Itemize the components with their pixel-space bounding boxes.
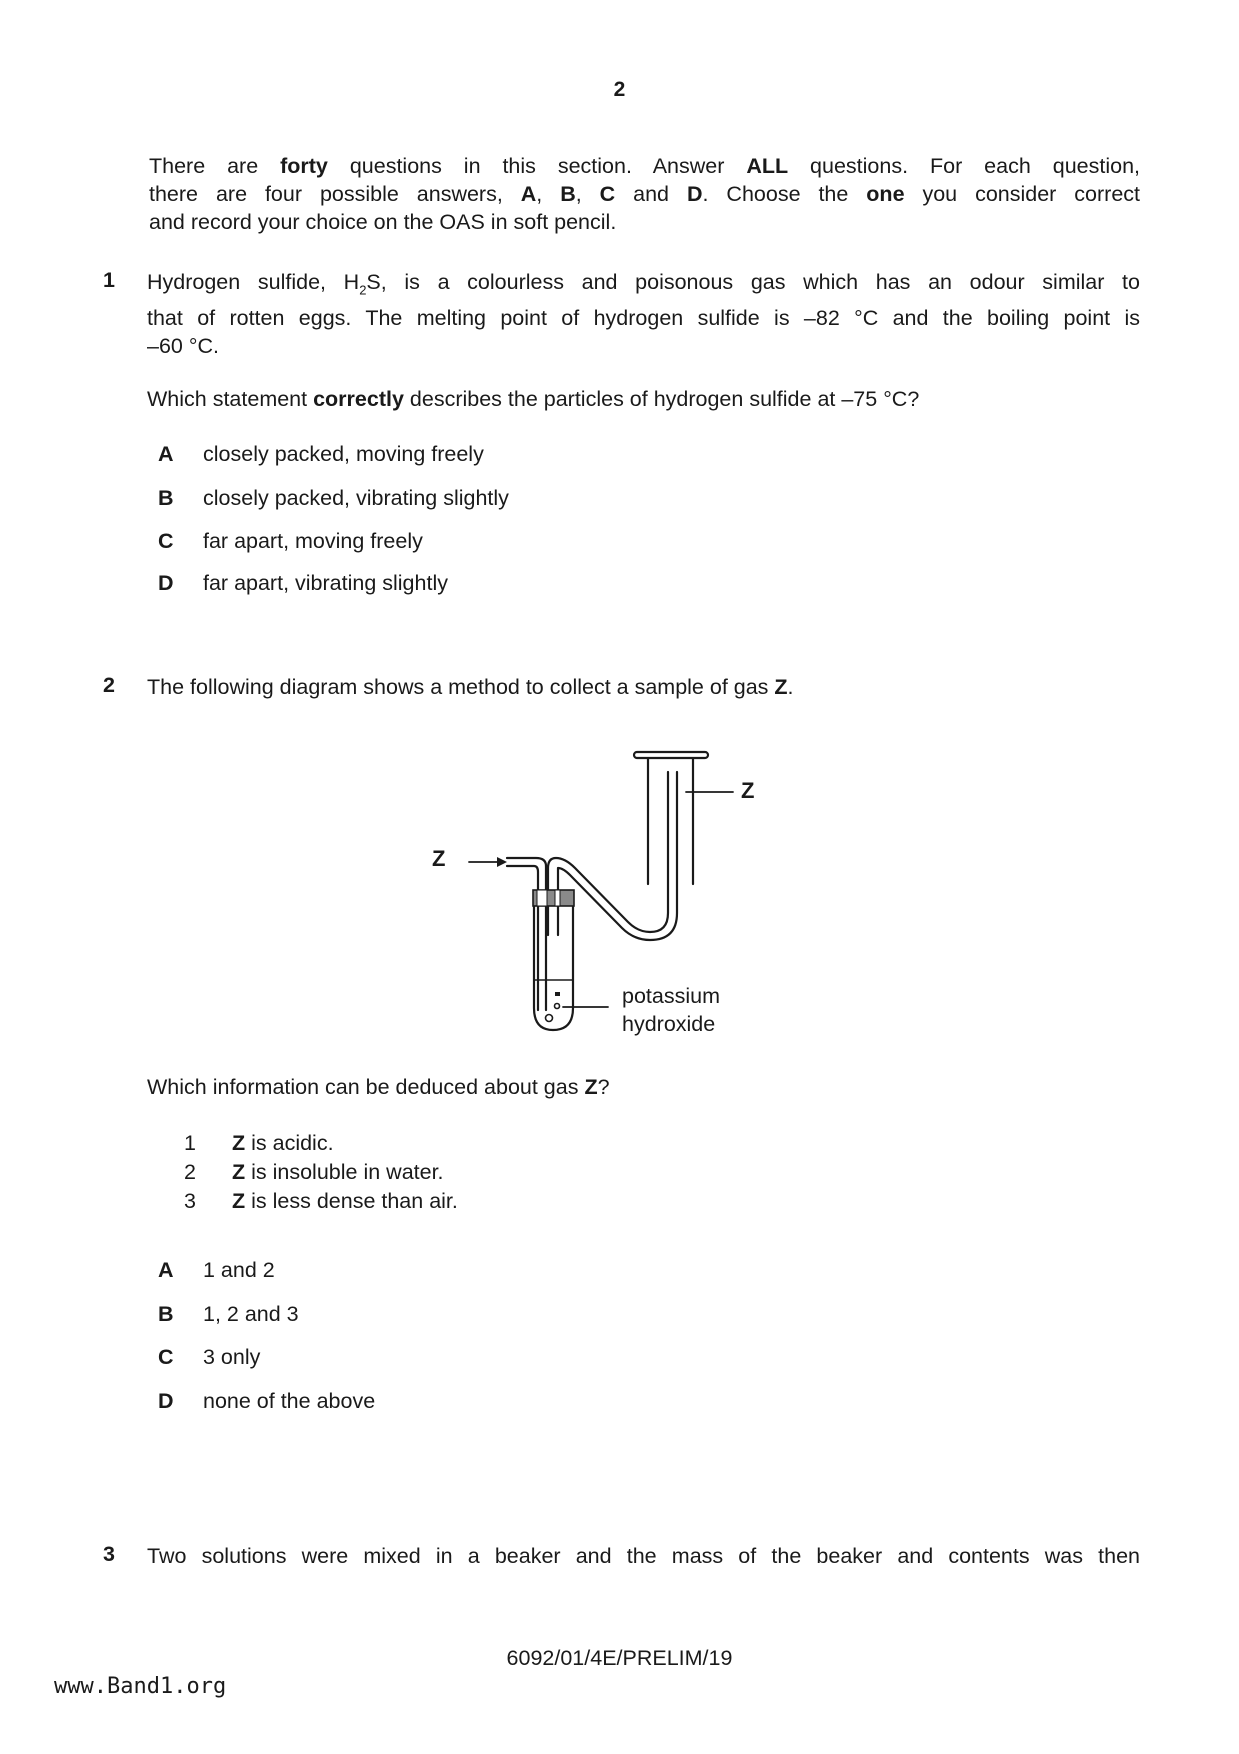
question-1-prompt: Which statement correctly describes the particles of hydrogen sulfide at –75 °C?: [147, 387, 920, 411]
question-2-option-a[interactable]: A 1 and 2: [158, 1258, 275, 1282]
paper-code-footer: 6092/01/4E/PRELIM/19: [506, 1646, 733, 1670]
question-2-statement-2: 2 Z is insoluble in water.: [184, 1160, 444, 1184]
question-2-number: 2: [103, 673, 115, 697]
diagram-label-reagent: potassium hydroxide: [622, 984, 720, 1036]
diagram-label-gas-collected: Z: [741, 778, 755, 803]
question-2-stem: The following diagram shows a method to collect a sample of gas Z.: [147, 675, 794, 699]
bubble: [555, 1004, 560, 1009]
question-2-option-d[interactable]: D none of the above: [158, 1389, 376, 1413]
diagram-label-gas-in: Z: [432, 846, 446, 871]
question-2-option-b[interactable]: B 1, 2 and 3: [158, 1302, 299, 1326]
question-2-statement-3: 3 Z is less dense than air.: [184, 1189, 458, 1213]
gas-collection-diagram: [420, 730, 780, 1050]
question-2-prompt: Which information can be deduced about gas Z?: [147, 1075, 610, 1099]
question-3-stem: Two solutions were mixed in a beaker and the mass of the beaker and contents was then: [147, 1544, 1140, 1568]
delivery-tube-outer: [548, 772, 668, 935]
question-1-option-b[interactable]: B closely packed, vibrating slightly: [158, 486, 509, 510]
instructions-line-2: there are four possible answers, A, B, C and D. Choose the one you consider correct: [149, 182, 1140, 206]
delivery-tube-inner: [558, 772, 677, 940]
apparatus-drawing: [420, 730, 780, 1050]
gas-jar-rim: [634, 752, 708, 758]
test-tube-wall: [534, 893, 573, 1030]
bubble-dark: [555, 992, 560, 996]
question-3-number: 3: [103, 1542, 115, 1566]
page-number: 2: [613, 78, 626, 101]
section-instructions: [149, 152, 1140, 236]
instructions-line-3: and record your choice on the OAS in soft pencil.: [149, 210, 617, 234]
question-1-number: 1: [103, 268, 115, 292]
inlet-tube-top: [507, 858, 546, 866]
watermark-link[interactable]: www.Band1.org: [54, 1674, 227, 1699]
stopper-hole-outlet: [555, 890, 560, 906]
question-1-option-c[interactable]: C far apart, moving freely: [158, 529, 423, 553]
bubble: [546, 1015, 553, 1022]
question-2-option-c[interactable]: C 3 only: [158, 1345, 261, 1369]
stopper-hole-inlet: [537, 890, 547, 906]
arrow-right-icon: [497, 857, 507, 867]
question-1-option-a[interactable]: A closely packed, moving freely: [158, 442, 484, 466]
question-2-statement-1: 1 Z is acidic.: [184, 1131, 334, 1155]
instructions-line-1: There are forty questions in this section. Answer ALL questions. For each question,: [149, 154, 1140, 178]
question-1-option-d[interactable]: D far apart, vibrating slightly: [158, 571, 448, 595]
question-1-stem: Hydrogen sulfide, $H_2S$, is a colourless and poisonous gas which has an odour similar to that of rotten eggs. The melting point of hydrogen sulfide is –82 °C and the boiling point is –60 °C.: [147, 270, 1140, 359]
